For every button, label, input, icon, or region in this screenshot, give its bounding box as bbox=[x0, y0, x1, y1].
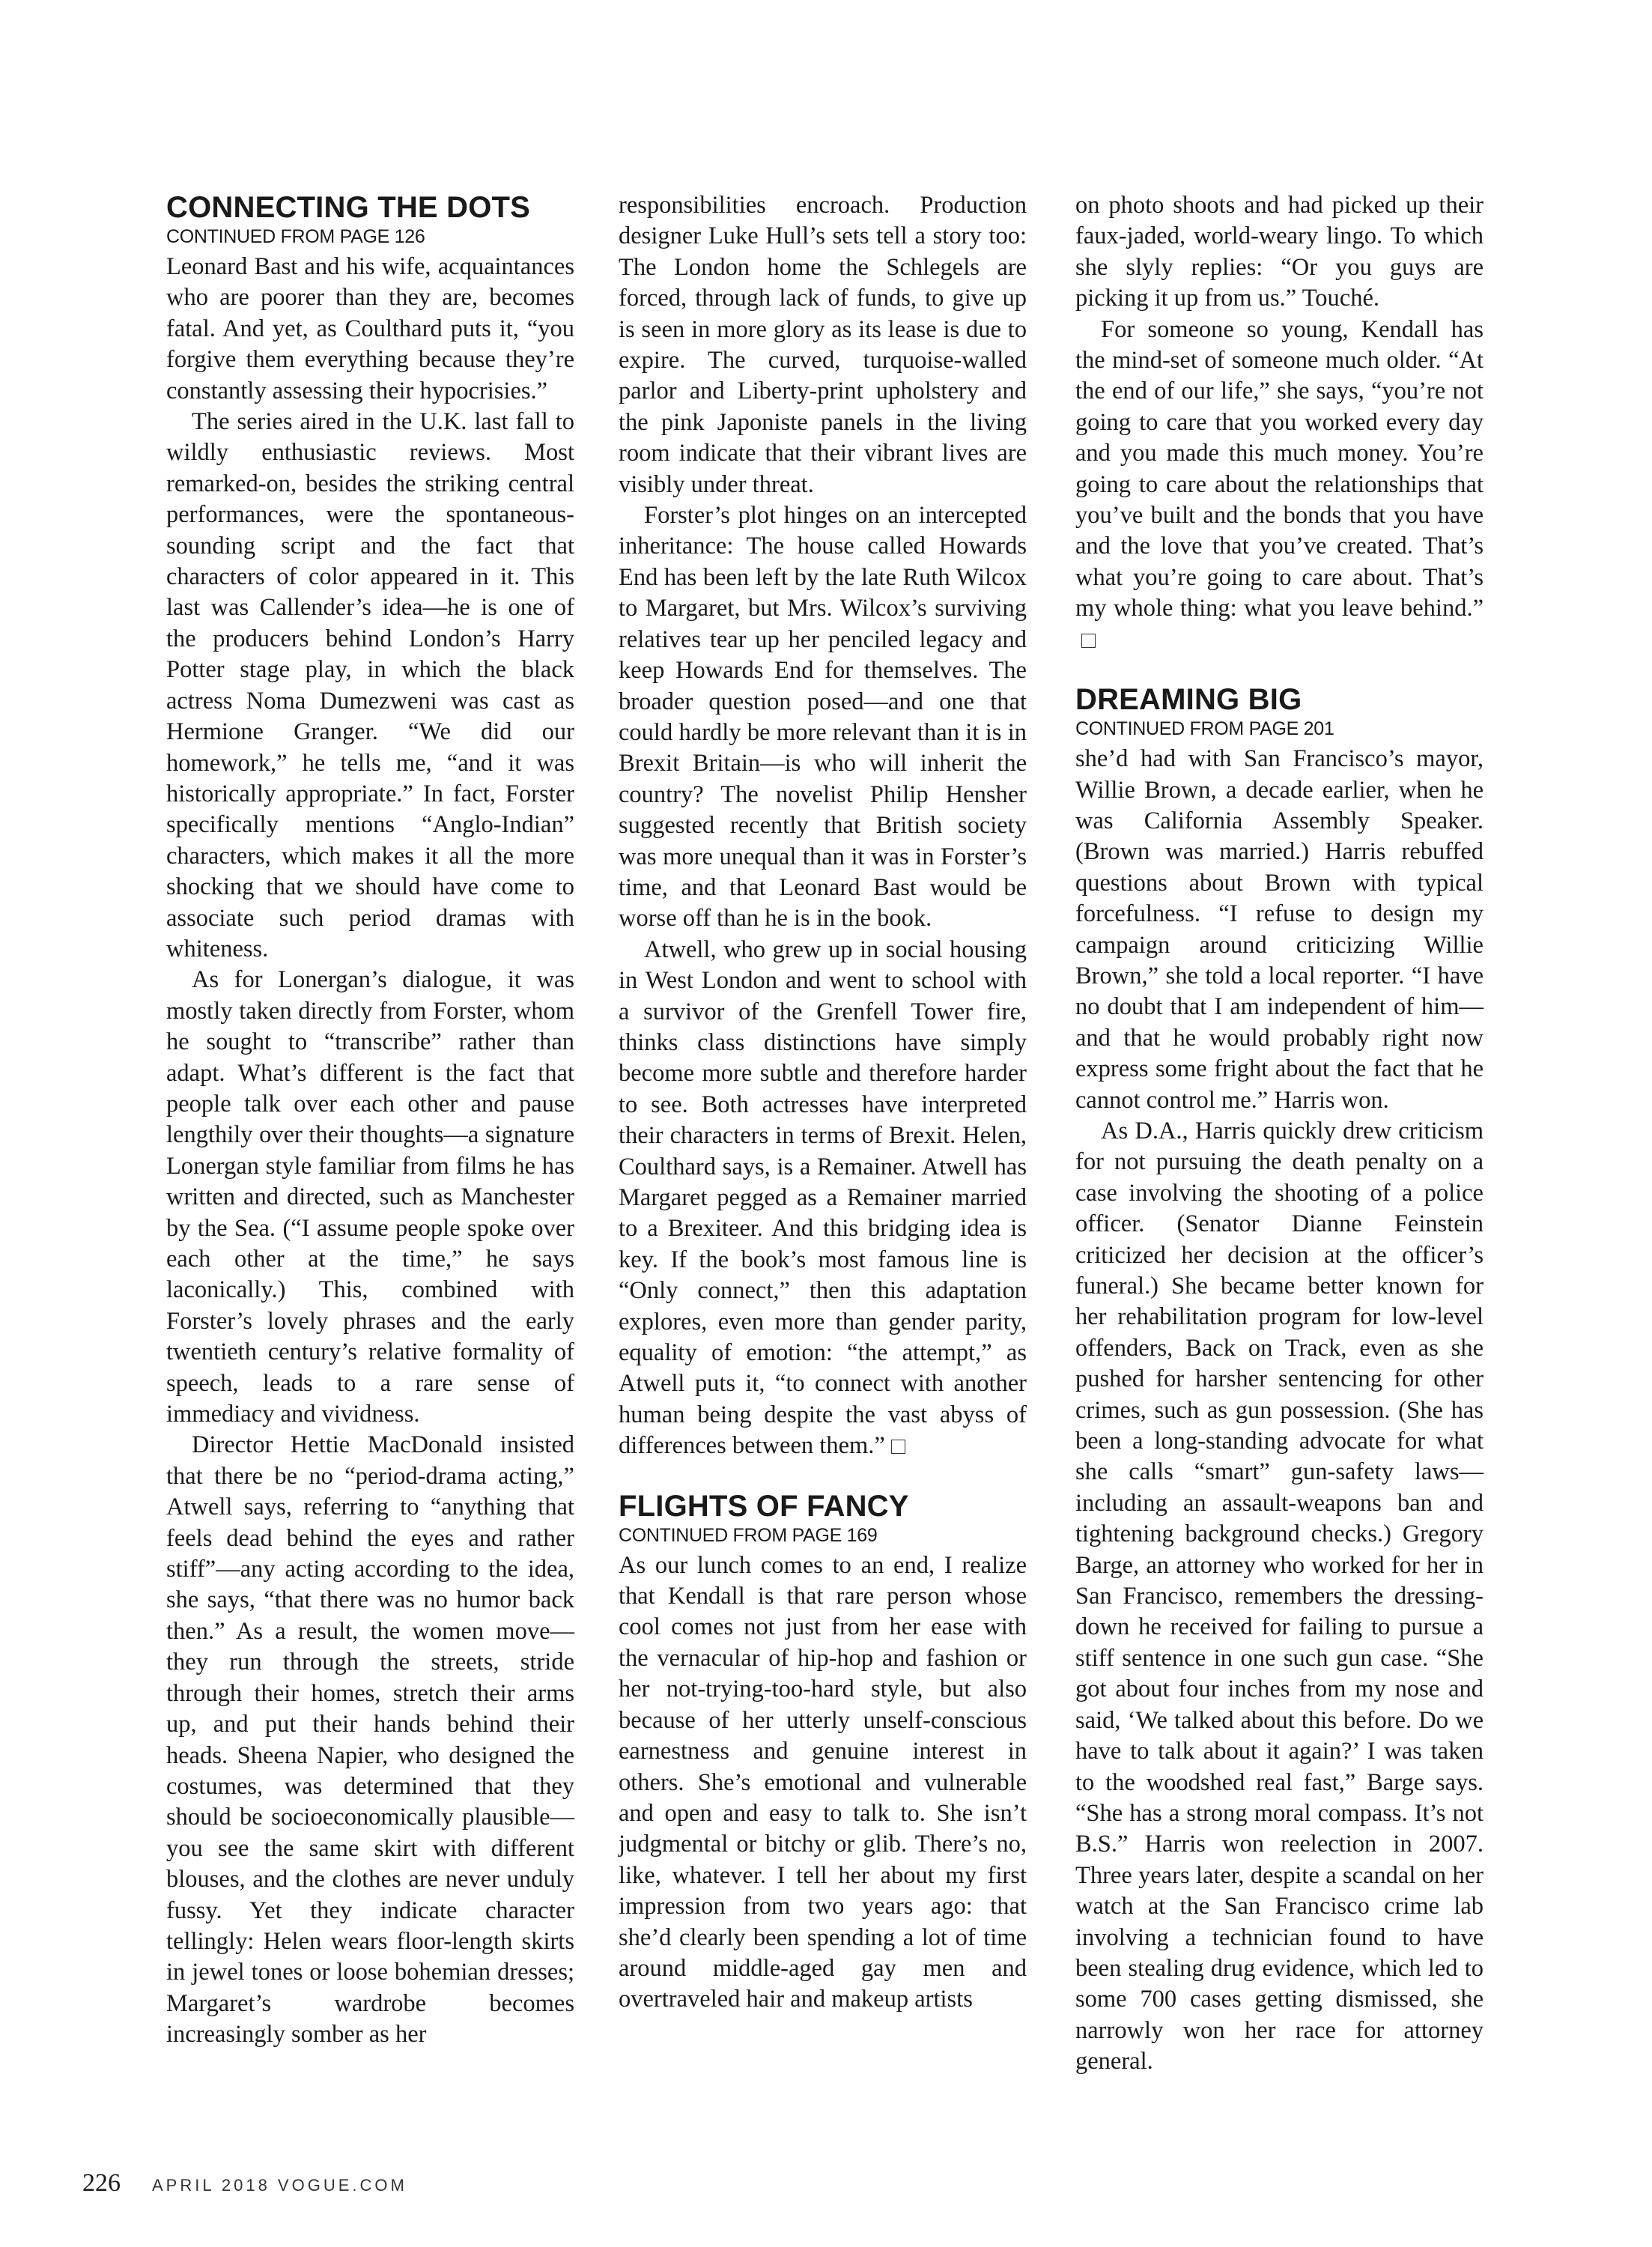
end-mark-icon bbox=[1081, 634, 1096, 648]
body-paragraph bbox=[1075, 315, 1484, 655]
body-paragraph bbox=[619, 500, 1027, 935]
paragraph-text: CONTINUED FROM PAGE 126 bbox=[166, 226, 425, 247]
paragraph-text: CONNECTING THE DOTS bbox=[166, 191, 531, 224]
paragraph-text: CONTINUED FROM PAGE 201 bbox=[1075, 718, 1334, 740]
body-paragraph bbox=[619, 1550, 1027, 2016]
paragraph-text: As our lunch comes to an end, I realize that Kendall is that rare person whose cool comes not just from her ease with the vernacular of hip-hop and fashion or her not-trying-too-hard style, but also because of her utterly unself-conscious earnestness and genuine interest in others. She’s emotional and vulnerable and open and easy to talk to. She isn’t judgmental or bitchy or glib. There’s no, like, whatever. I tell her about my first impression from two years ago: that she’d clearly been spending a lot of time around middle-aged gay men and overtraveled hair and makeup artists bbox=[619, 1551, 1027, 2013]
paragraph-text: CONTINUED FROM PAGE 169 bbox=[619, 1524, 878, 1546]
body-paragraph bbox=[166, 252, 574, 407]
paragraph-text: DREAMING BIG bbox=[1075, 683, 1302, 717]
paragraph-text: Leonard Bast and his wife, acquaintances who are poorer than they are, becomes fatal. And yet, as Coulthard puts it, “you forgive them everything because they’re constantly assessing their hypocrisies.” bbox=[166, 253, 574, 404]
end-mark-icon bbox=[891, 1440, 905, 1454]
continued-from-line bbox=[619, 1523, 1027, 1547]
body-paragraph bbox=[1075, 1116, 1484, 2078]
paragraph-text: responsibilities encroach. Production designer Luke Hull’s sets tell a story too: The London home the Schlegels are forced, through lack of funds, to give up is seen in more glory as its lease is due to expire. The curved, turquoise-walled parlor and Liberty-print upholstery and the pink Japoniste panels in the living room indicate that their vibrant lives are visibly under threat. bbox=[619, 192, 1027, 498]
paragraph-text: she’d had with San Francisco’s mayor, Willie Brown, a decade earlier, when he was California Assembly Speaker. (Brown was married.) Harris rebuffed questions about Brown with typical forcefulness. “I refuse to design my campaign around criticizing Willie Brown,” she told a local reporter. “I have no doubt that I am independent of him—and that he would probably right now express some fright about the fact that he cannot control me.” Harris won. bbox=[1075, 745, 1484, 1114]
body-paragraph bbox=[166, 407, 574, 965]
page-footer bbox=[82, 2169, 407, 2198]
column-3 bbox=[1075, 190, 1484, 2078]
paragraph-text: Director Hettie MacDonald insisted that there be no “period-drama acting,” Atwell says, referring to “anything that feels dead behind the eyes and rather stiff”—any acting according to the idea, she says, “that there was no humor back then.” As a result, the women move—they run through the streets, stride through their homes, stretch their arms up, and put their hands behind their heads. Sheena Napier, who designed the costumes, was determined that they should be socioeconomically plausible—you see the same skirt with different blouses, and the clothes are never unduly fussy. Yet they indicate character tellingly: Helen wears floor-length skirts in jewel tones or loose bohemian dresses; Margaret’s wardrobe becomes increasingly somber as her bbox=[166, 1431, 574, 2049]
body-paragraph bbox=[166, 1430, 574, 2050]
continued-from-line bbox=[1075, 717, 1484, 741]
section-heading bbox=[1075, 682, 1484, 717]
section-heading bbox=[166, 190, 574, 225]
body-paragraph bbox=[166, 965, 574, 1430]
body-paragraph bbox=[1075, 190, 1484, 315]
column-1 bbox=[166, 190, 574, 2051]
paragraph-text: For someone so young, Kendall has the mind-set of someone much older. “At the end of our life,” she says, “you’re not going to care that you worked every day and you made this much money. You’re going to care about the relationships that you’ve built and the bonds that you have and the love that you’ve created. That’s what you’re going to care about. That’s my whole thing: what you leave behind.” bbox=[1075, 315, 1484, 622]
paragraph-text: As D.A., Harris quickly drew criticism for not pursuing the death penalty on a case involving the shooting of a police officer. (Senator Dianne Feinstein criticized her decision at the officer’s funeral.) She became better known for her rehabilitation program for low-level offenders, Back on Track, even as she pushed for harsher sentencing for other crimes, such as gun possession. (She has been a long-standing advocate for what she calls “smart” gun-safety laws—including an assault-weapons ban and tightening background checks.) Gregory Barge, an attorney who worked for her in San Francisco, remembers the dressing-down he received for failing to pursue a stiff sentence in one such gun case. “She got about four inches from my nose and said, ‘We talked about this before. Do we have to talk about it again?’ I was taken to the woodshed real fast,” Barge says. “She has a strong moral compass. It’s not B.S.” Harris won reelection in 2007. Three years later, despite a scandal on her watch at the San Francisco crime lab involving a technician found to have been stealing drug evidence, which led to some 700 cases getting dismissed, she narrowly won her race for attorney general. bbox=[1075, 1117, 1484, 2075]
section-heading bbox=[619, 1489, 1027, 1523]
body-paragraph bbox=[1075, 744, 1484, 1116]
body-paragraph bbox=[619, 190, 1027, 500]
column-2 bbox=[619, 190, 1027, 2016]
paragraph-text: As for Lonergan’s dialogue, it was mostly taken directly from Forster, whom he sought to “transcribe” rather than adapt. What’s different is the fact that people talk over each other and pause lengthily over their thoughts—a signature Lonergan style familiar from films he has written and directed, such as Manchester by the Sea. (“I assume people spoke over each other at the time,” he says laconically.) This, combined with Forster’s lovely phrases and the early twentieth century’s relative formality of speech, leads to a rare sense of immediacy and vividness. bbox=[166, 966, 574, 1428]
paragraph-text: Atwell, who grew up in social housing in West London and went to school with a survivor of the Grenfell Tower fire, thinks class distinctions have simply become more subtle and therefore harder to see. Both actresses have interpreted their characters in terms of Brexit. Helen, Coulthard says, is a Remainer. Atwell has Margaret pegged as a Remainer married to a Brexiteer. And this bridging idea is key. If the book’s most famous line is “Only connect,” then this adaptation explores, even more than gender parity, equality of emotion: “the attempt,” as Atwell puts it, “to connect with another human being despite the vast abyss of differences between them.” bbox=[619, 936, 1027, 1460]
paragraph-text: The series aired in the U.K. last fall to wildly enthusiastic reviews. Most remarked-on, besides the striking central performances, were the spontaneous-sounding script and the fact that characters of color appeared in it. This last was Callender’s idea—he is one of the producers behind London’s Harry Potter stage play, in which the black actress Noma Dumezweni was cast as Hermione Granger. “We did our homework,” he tells me, “and it was historically appropriate.” In fact, Forster specifically mentions “Anglo-Indian” characters, which makes it all the more shocking that we should have come to associate such period dramas with whiteness. bbox=[166, 408, 574, 962]
paragraph-text: FLIGHTS OF FANCY bbox=[619, 1489, 909, 1523]
page-number: 226 bbox=[82, 2169, 121, 2197]
paragraph-text: on photo shoots and had picked up their faux-jaded, world-weary lingo. To which she slyly replies: “Or you guys are picking it up from us.” Touché. bbox=[1075, 192, 1484, 312]
body-paragraph bbox=[619, 935, 1027, 1462]
continued-from-line bbox=[166, 225, 574, 249]
issue-line: APRIL 2018 VOGUE.COM bbox=[152, 2176, 407, 2195]
paragraph-text: Forster’s plot hinges on an intercepted inheritance: The house called Howards End has been left by the late Ruth Wilcox to Margaret, but Mrs. Wilcox’s surviving relatives tear up her penciled legacy and keep Howards End for themselves. The broader question posed—and one that could hardly be more relevant than it is in Brexit Britain—is who will inherit the country? The novelist Philip Hensher suggested recently that British society was more unequal than it was in Forster’s time, and that Leonard Bast would be worse off than he is in the book. bbox=[619, 502, 1027, 933]
